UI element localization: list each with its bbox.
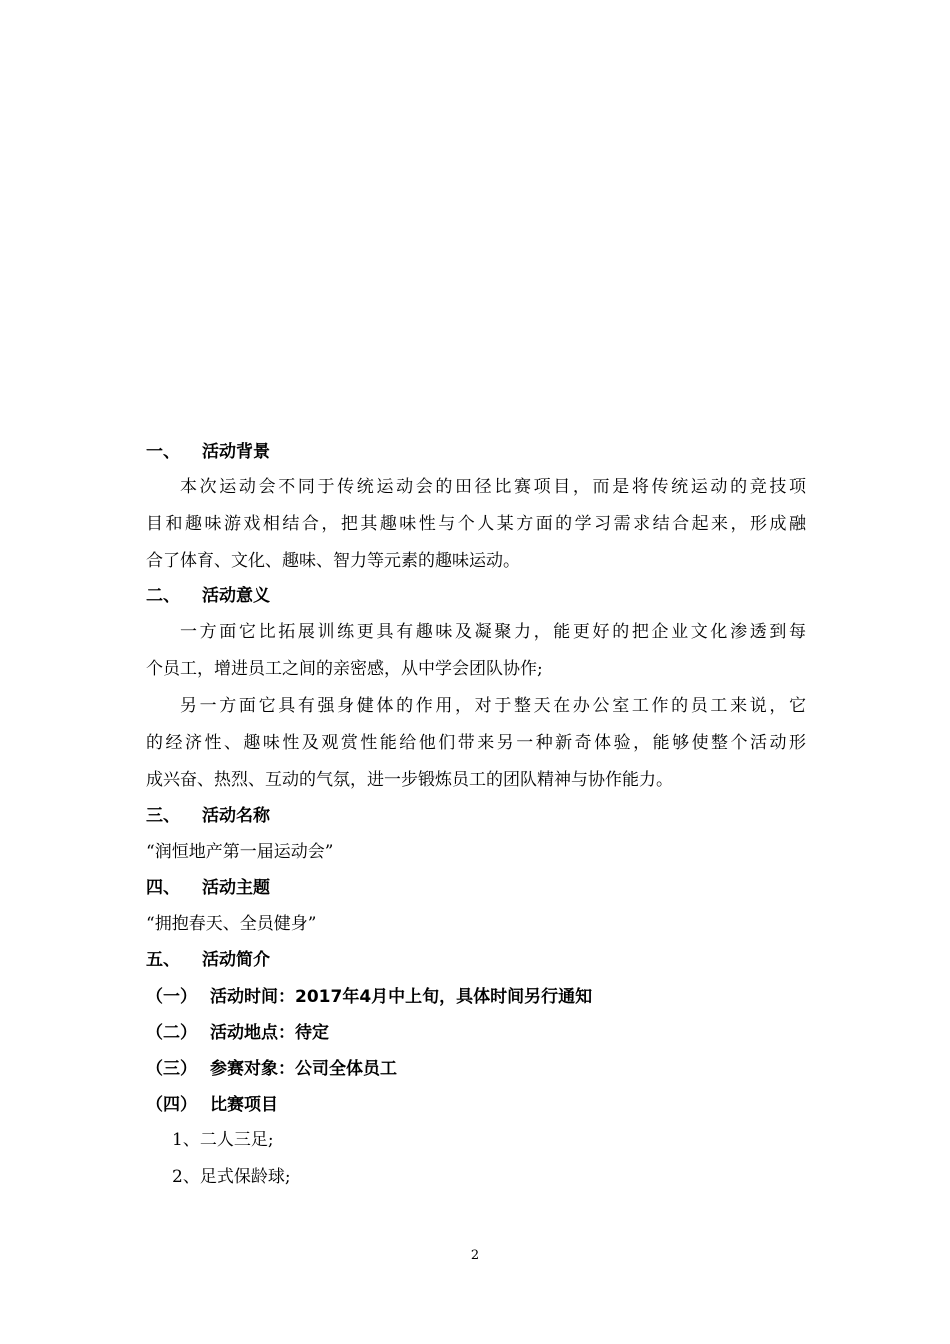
section-heading-overview bbox=[146, 948, 806, 972]
section-number: 二、 bbox=[146, 586, 180, 606]
item-number: （一） bbox=[146, 987, 197, 1007]
paragraph-line: 成兴奋、热烈、互动的气氛，进一步锻炼员工的团队精神与协作能力。 bbox=[146, 770, 673, 790]
section-heading-name bbox=[146, 804, 806, 828]
section-heading-background bbox=[146, 440, 806, 464]
section-number: 四、 bbox=[146, 878, 180, 898]
item-text: 活动地点：待定 bbox=[210, 1023, 329, 1043]
section-number: 五、 bbox=[146, 950, 180, 970]
section-heading-theme bbox=[146, 876, 806, 900]
paragraph-line: 一方面它比拓展训练更具有趣味及凝聚力，能更好的把企业文化渗透到每 bbox=[180, 622, 806, 642]
section-title: 活动背景 bbox=[202, 442, 270, 462]
section-title: 活动名称 bbox=[202, 806, 270, 826]
section-heading-significance bbox=[146, 584, 806, 608]
section-title: 活动简介 bbox=[202, 950, 270, 970]
section-number: 一、 bbox=[146, 442, 180, 462]
overview-item-participants bbox=[146, 1057, 806, 1081]
item-text: 参赛对象：公司全体员工 bbox=[210, 1059, 397, 1079]
overview-item-time bbox=[146, 985, 806, 1009]
page-number: 2 bbox=[470, 1248, 480, 1263]
paragraph-line: 另一方面它具有强身健体的作用，对于整天在办公室工作的员工来说，它 bbox=[180, 696, 806, 716]
paragraph-line: 本次运动会不同于传统运动会的田径比赛项目，而是将传统运动的竞技项 bbox=[180, 477, 806, 497]
section-title: 活动意义 bbox=[202, 586, 270, 606]
paragraph-line: 合了体育、文化、趣味、智力等元素的趣味运动。 bbox=[146, 551, 520, 571]
paragraph-line: 个员工，增进员工之间的亲密感，从中学会团队协作; bbox=[146, 659, 543, 679]
paragraph-line: 目和趣味游戏相结合，把其趣味性与个人某方面的学习需求结合起来，形成融 bbox=[146, 514, 806, 534]
item-number: （二） bbox=[146, 1023, 197, 1043]
section-number: 三、 bbox=[146, 806, 180, 826]
item-number: （四） bbox=[146, 1095, 197, 1115]
item-text: 比赛项目 bbox=[210, 1095, 278, 1115]
event-theme-value: “拥抱春天、全员健身” bbox=[146, 914, 317, 934]
event-list-item: 1、二人三足; bbox=[172, 1130, 274, 1150]
overview-item-location bbox=[146, 1021, 806, 1045]
section-title: 活动主题 bbox=[202, 878, 270, 898]
event-name-value: “润恒地产第一届运动会” bbox=[146, 842, 334, 862]
item-number: （三） bbox=[146, 1059, 197, 1079]
overview-item-events bbox=[146, 1093, 806, 1117]
item-text: 活动时间：2017年4月中上旬，具体时间另行通知 bbox=[210, 987, 593, 1007]
paragraph-line: 的经济性、趣味性及观赏性能给他们带来另一种新奇体验，能够使整个活动形 bbox=[146, 733, 806, 753]
event-list-item: 2、足式保龄球; bbox=[172, 1167, 291, 1187]
